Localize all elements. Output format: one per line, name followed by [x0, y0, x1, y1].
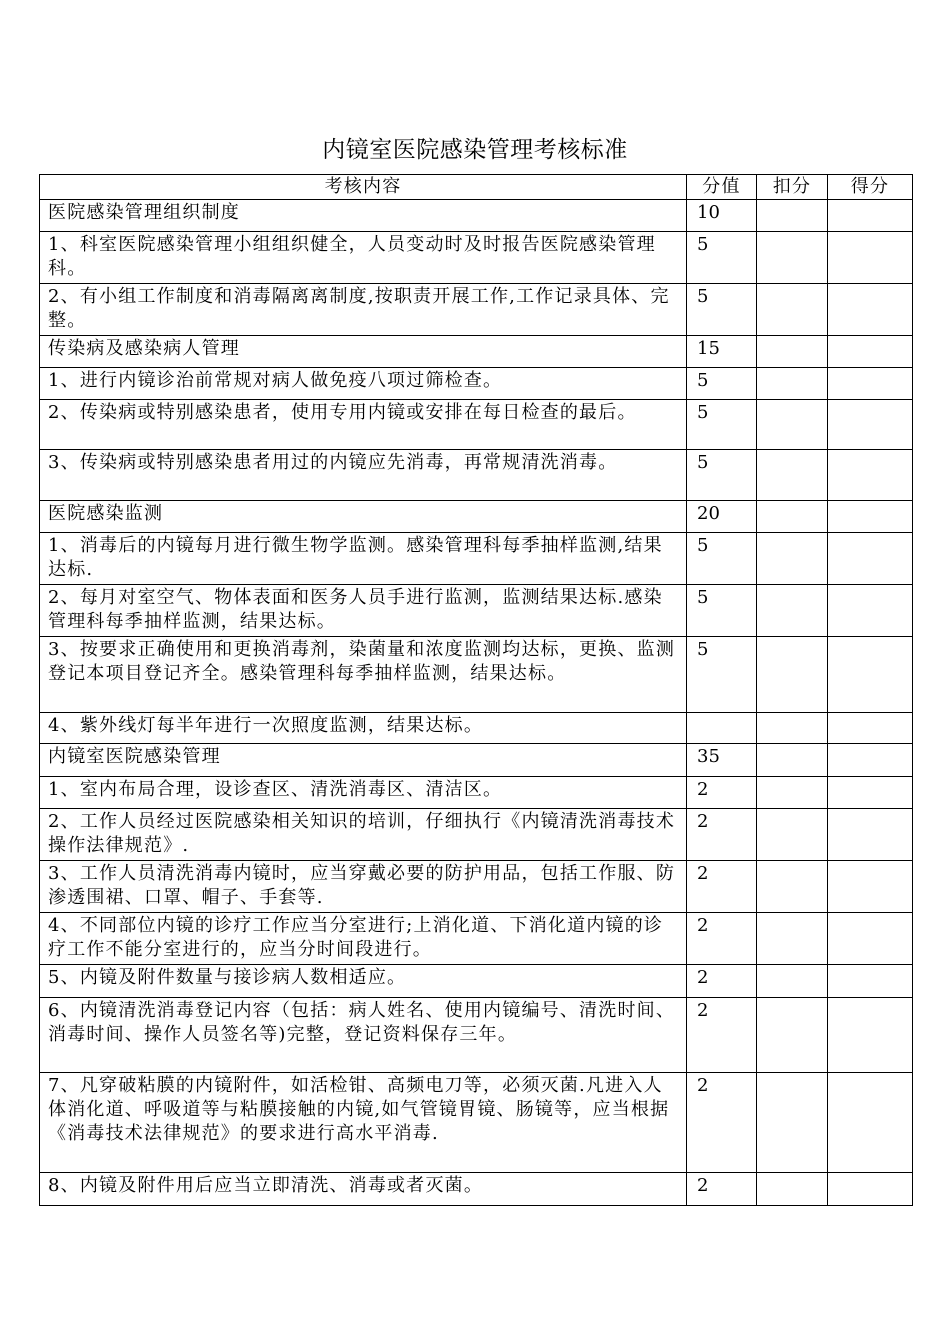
- row-score: 2: [687, 998, 757, 1073]
- row-obtained-cell: [828, 400, 913, 450]
- header-deduction: 扣分: [757, 175, 828, 200]
- row-obtained-cell: [828, 336, 913, 368]
- row-content: 4、不同部位内镜的诊疗工作应当分室进行;上消化道、下消化道内镜的诊疗工作不能分室进行的，应当分时间段进行。: [40, 913, 687, 965]
- row-content: 7、凡穿破粘膜的内镜附件，如活检钳、高频电刀等，必须灭菌.凡进入人体消化道、呼吸道等与粘膜接触的内镜,如气管镜胃镜、肠镜等，应当根据《消毒技术法律规范》的要求进行高水平消毒.: [40, 1073, 687, 1173]
- table-row: [40, 284, 913, 336]
- row-deduction-cell: [757, 965, 828, 998]
- row-score: 2: [687, 965, 757, 998]
- row-content: 2、有小组工作制度和消毒隔离离制度,按职责开展工作,工作记录具体、完整。: [40, 284, 687, 336]
- row-obtained-cell: [828, 533, 913, 585]
- row-deduction-cell: [757, 809, 828, 861]
- row-obtained-cell: [828, 861, 913, 913]
- row-score: 5: [687, 368, 757, 400]
- row-obtained-cell: [828, 713, 913, 744]
- table-row: [40, 232, 913, 284]
- row-content: 1、进行内镜诊治前常规对病人做免疫八项过筛检查。: [40, 368, 687, 400]
- row-score: 2: [687, 809, 757, 861]
- row-obtained-cell: [828, 998, 913, 1073]
- row-obtained-cell: [828, 200, 913, 232]
- table-row: [40, 400, 913, 450]
- row-content: 2、每月对室空气、物体表面和医务人员手进行监测，监测结果达标.感染管理科每季抽样监测，结果达标。: [40, 585, 687, 637]
- header-content: 考核内容: [40, 175, 687, 200]
- row-obtained-cell: [828, 777, 913, 809]
- row-score: 2: [687, 777, 757, 809]
- row-score: 2: [687, 1173, 757, 1206]
- row-deduction-cell: [757, 637, 828, 713]
- table-row: [40, 501, 913, 533]
- row-deduction-cell: [757, 861, 828, 913]
- row-score: 5: [687, 637, 757, 713]
- table-row: [40, 777, 913, 809]
- row-obtained-cell: [828, 232, 913, 284]
- row-obtained-cell: [828, 284, 913, 336]
- row-content: 1、科室医院感染管理小组组织健全，人员变动时及时报告医院感染管理科。: [40, 232, 687, 284]
- row-deduction-cell: [757, 777, 828, 809]
- row-obtained-cell: [828, 368, 913, 400]
- table-row: [40, 913, 913, 965]
- row-deduction-cell: [757, 368, 828, 400]
- row-content: 内镜室医院感染管理: [40, 744, 687, 777]
- header-obtained: 得分: [828, 175, 913, 200]
- row-obtained-cell: [828, 913, 913, 965]
- row-deduction-cell: [757, 284, 828, 336]
- table-row: [40, 1073, 913, 1173]
- table-header-row: [40, 175, 913, 200]
- row-deduction-cell: [757, 998, 828, 1073]
- row-deduction-cell: [757, 400, 828, 450]
- row-content: 2、工作人员经过医院感染相关知识的培训，仔细执行《内镜清洗消毒技术操作法律规范》.: [40, 809, 687, 861]
- table-row: [40, 200, 913, 232]
- page-title: 内镜室医院感染管理考核标准: [322, 137, 628, 163]
- row-obtained-cell: [828, 585, 913, 637]
- table-row: [40, 998, 913, 1073]
- row-score: 2: [687, 1073, 757, 1173]
- row-obtained-cell: [828, 965, 913, 998]
- table-row: [40, 965, 913, 998]
- header-score: 分值: [687, 175, 757, 200]
- row-obtained-cell: [828, 637, 913, 713]
- row-score: 15: [687, 336, 757, 368]
- row-score: 5: [687, 284, 757, 336]
- row-obtained-cell: [828, 450, 913, 501]
- row-deduction-cell: [757, 501, 828, 533]
- row-score: 5: [687, 400, 757, 450]
- assessment-table: [39, 174, 913, 1206]
- row-deduction-cell: [757, 232, 828, 284]
- row-deduction-cell: [757, 1073, 828, 1173]
- row-obtained-cell: [828, 1073, 913, 1173]
- row-deduction-cell: [757, 1173, 828, 1206]
- row-deduction-cell: [757, 585, 828, 637]
- row-obtained-cell: [828, 809, 913, 861]
- row-deduction-cell: [757, 744, 828, 777]
- table-row: [40, 585, 913, 637]
- row-score: [687, 713, 757, 744]
- row-content: 3、按要求正确使用和更换消毒剂，染菌量和浓度监测均达标，更换、监测登记本项目登记齐全。感染管理科每季抽样监测，结果达标。: [40, 637, 687, 713]
- table-row: [40, 368, 913, 400]
- row-content: 1、消毒后的内镜每月进行微生物学监测。感染管理科每季抽样监测,结果达标.: [40, 533, 687, 585]
- row-content: 医院感染管理组织制度: [40, 200, 687, 232]
- row-deduction-cell: [757, 200, 828, 232]
- table-row: [40, 861, 913, 913]
- table-row: [40, 450, 913, 501]
- table-row: [40, 713, 913, 744]
- row-score: 5: [687, 450, 757, 501]
- row-deduction-cell: [757, 533, 828, 585]
- row-deduction-cell: [757, 713, 828, 744]
- row-content: 6、内镜清洗消毒登记内容（包括：病人姓名、使用内镜编号、清洗时间、消毒时间、操作人员签名等)完整，登记资料保存三年。: [40, 998, 687, 1073]
- row-obtained-cell: [828, 501, 913, 533]
- row-obtained-cell: [828, 1173, 913, 1206]
- row-deduction-cell: [757, 450, 828, 501]
- row-content: 1、室内布局合理，设诊查区、清洗消毒区、清洁区。: [40, 777, 687, 809]
- table-row: [40, 744, 913, 777]
- row-content: 8、内镜及附件用后应当立即清洗、消毒或者灭菌。: [40, 1173, 687, 1206]
- row-content: 3、传染病或特别感染患者用过的内镜应先消毒，再常规清洗消毒。: [40, 450, 687, 501]
- table-row: [40, 809, 913, 861]
- row-content: 2、传染病或特别感染患者，使用专用内镜或安排在每日检查的最后。: [40, 400, 687, 450]
- row-score: 20: [687, 501, 757, 533]
- row-deduction-cell: [757, 336, 828, 368]
- row-score: 10: [687, 200, 757, 232]
- row-score: 5: [687, 585, 757, 637]
- row-score: 5: [687, 533, 757, 585]
- row-content: 3、工作人员清洗消毒内镜时，应当穿戴必要的防护用品，包括工作服、防渗透围裙、口罩、帽子、手套等.: [40, 861, 687, 913]
- row-content: 传染病及感染病人管理: [40, 336, 687, 368]
- row-obtained-cell: [828, 744, 913, 777]
- row-content: 4、紫外线灯每半年进行一次照度监测，结果达标。: [40, 713, 687, 744]
- row-deduction-cell: [757, 913, 828, 965]
- table-row: [40, 637, 913, 713]
- table-row: [40, 533, 913, 585]
- row-score: 2: [687, 913, 757, 965]
- row-score: 35: [687, 744, 757, 777]
- row-score: 2: [687, 861, 757, 913]
- row-score: 5: [687, 232, 757, 284]
- row-content: 医院感染监测: [40, 501, 687, 533]
- row-content: 5、内镜及附件数量与接诊病人数相适应。: [40, 965, 687, 998]
- table-row: [40, 336, 913, 368]
- table-row: [40, 1173, 913, 1206]
